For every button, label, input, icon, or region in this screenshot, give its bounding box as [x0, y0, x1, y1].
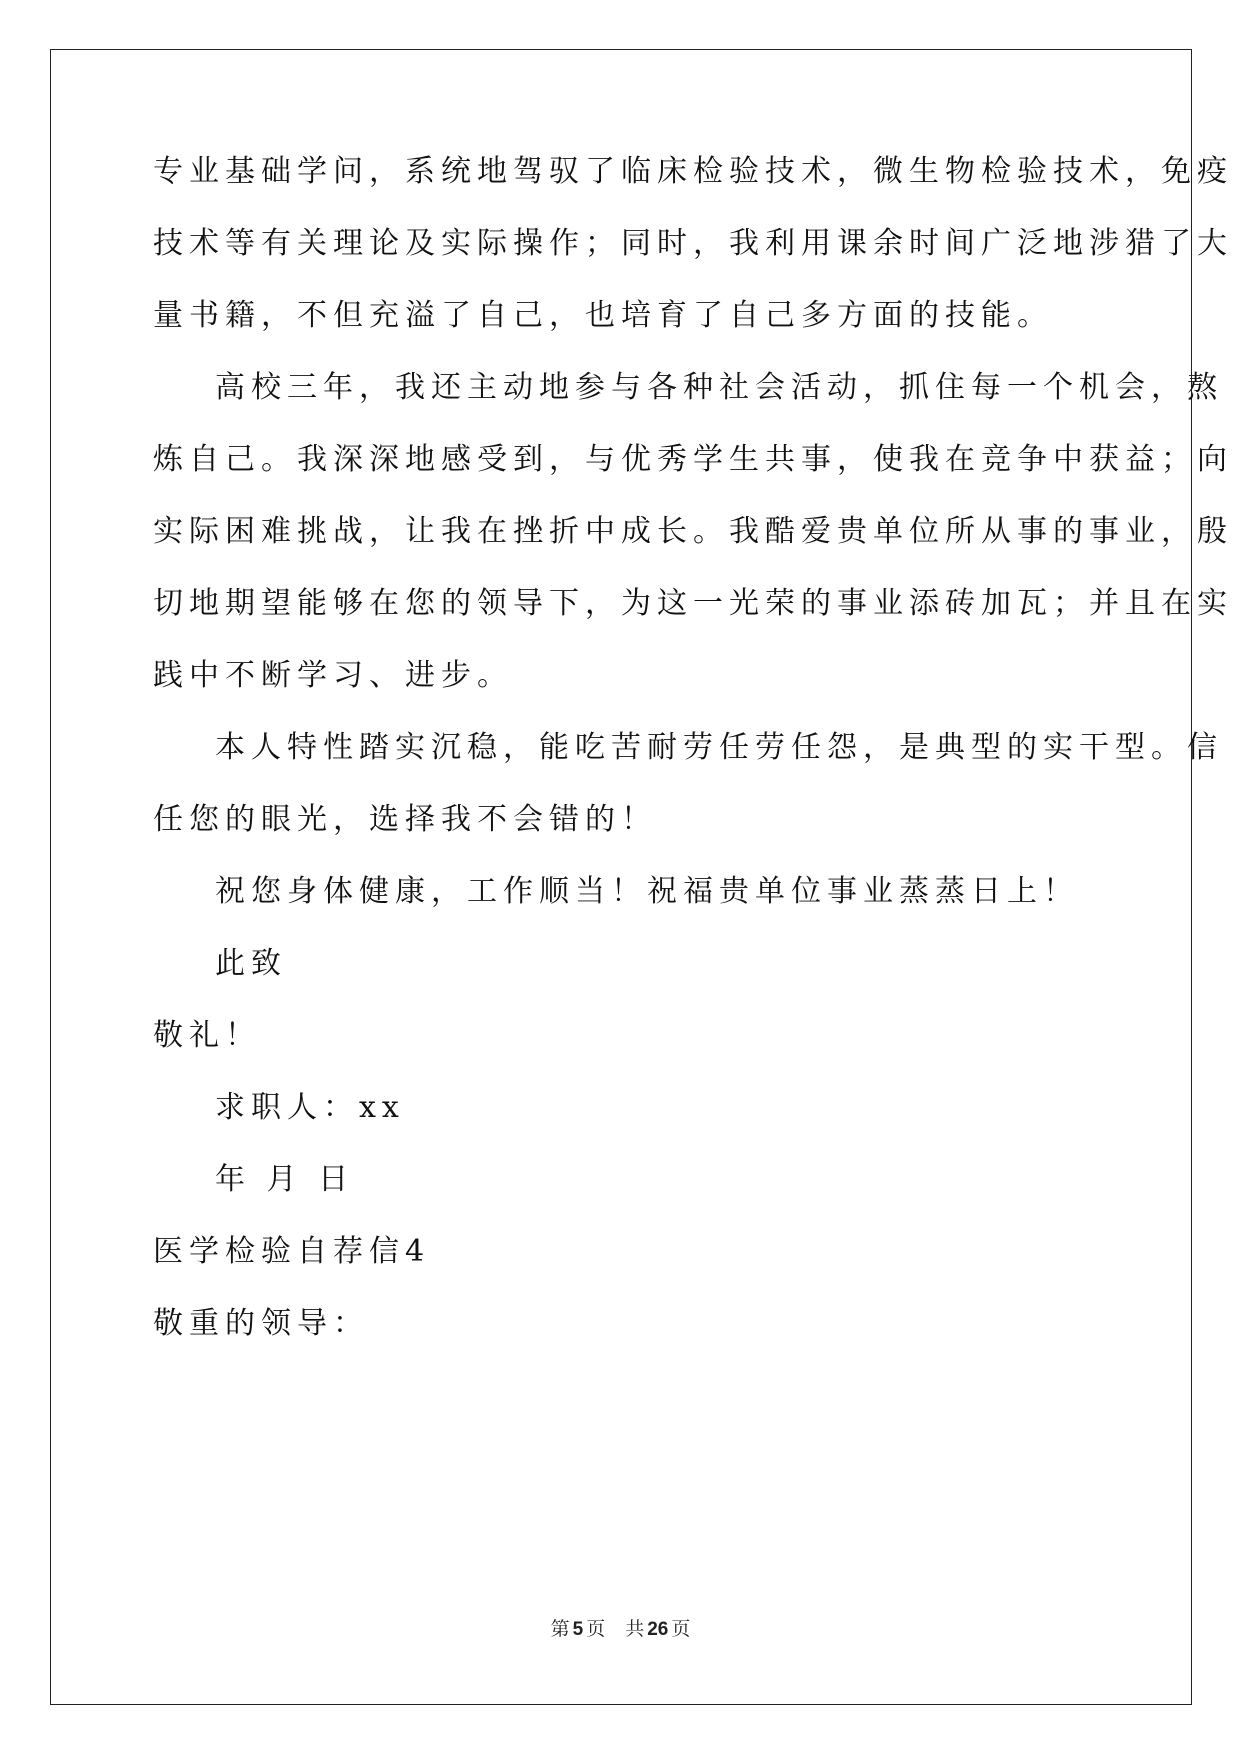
section-title: 医学检验自荐信4 [153, 1234, 431, 1269]
body-text-line: 专业基础学问，系统地驾驭了临床检验技术，微生物检验技术，免疫 [153, 154, 1233, 189]
letter-greeting: 敬重的领导： [153, 1306, 369, 1341]
body-text-line: 技术等有关理论及实际操作；同时，我利用课余时间广泛地涉猎了大 [153, 226, 1233, 261]
salutation-jingli: 敬礼！ [153, 1018, 261, 1053]
closing-wish: 祝您身体健康，工作顺当！祝福贵单位事业蒸蒸日上！ [215, 874, 1079, 909]
signature-applicant: 求职人：xx [215, 1090, 405, 1125]
signature-date: 年 月 日 [215, 1162, 355, 1197]
body-text-line: 实际困难挑战，让我在挫折中成长。我酷爱贵单位所从事的事业，殷 [153, 514, 1233, 549]
body-text-line: 高校三年，我还主动地参与各种社会活动，抓住每一个机会，熬 [215, 370, 1223, 405]
body-text-line: 切地期望能够在您的领导下，为这一光荣的事业添砖加瓦；并且在实 [153, 586, 1233, 621]
footer-total-prefix: 共 [625, 1618, 645, 1640]
body-text-line: 践中不断学习、进步。 [153, 658, 513, 693]
footer-page-suffix: 页 [586, 1618, 606, 1640]
body-text-line: 任您的眼光，选择我不会错的！ [153, 802, 657, 837]
footer-total-pages: 26 [647, 1619, 669, 1640]
body-text-line: 量书籍，不但充溢了自己，也培育了自己多方面的技能。 [153, 298, 1053, 333]
footer-prefix: 第 [550, 1618, 570, 1640]
body-text-line: 本人特性踏实沉稳，能吃苦耐劳任劳任怨，是典型的实干型。信 [215, 730, 1223, 765]
page-footer [0, 1617, 1241, 1642]
body-text-line: 炼自己。我深深地感受到，与优秀学生共事，使我在竞争中获益；向 [153, 442, 1233, 477]
footer-page-number: 5 [572, 1619, 584, 1640]
footer-total-suffix: 页 [671, 1618, 691, 1640]
salutation-cizhi: 此致 [215, 946, 287, 981]
